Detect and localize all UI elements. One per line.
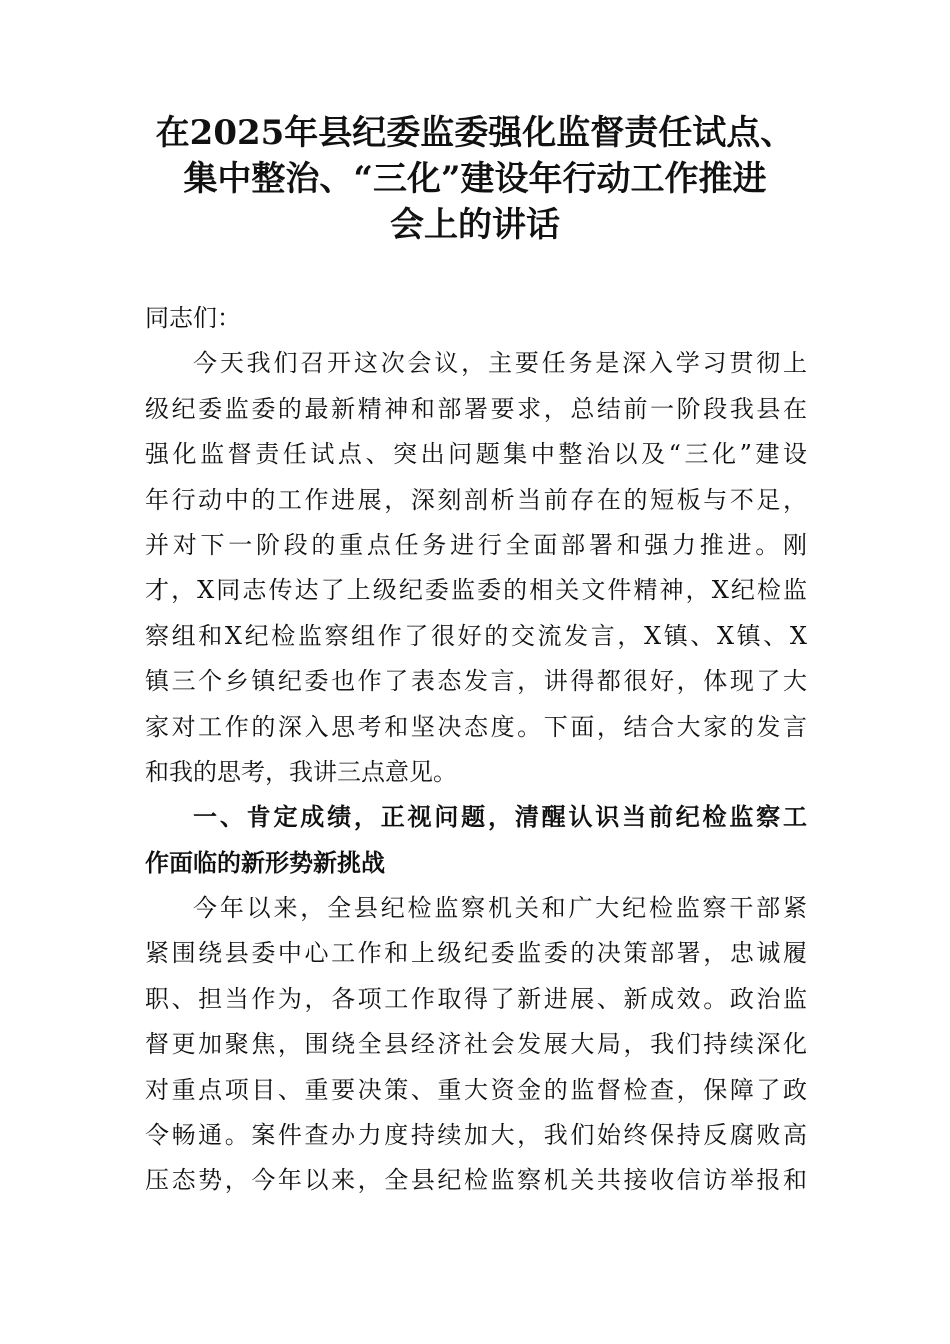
title-line-1: 在2025年县纪委监委强化监督责任试点、 — [155, 113, 795, 153]
paragraph-line: 对重点项目、重要决策、重大资金的监督检查，保障了政 — [145, 1075, 807, 1104]
paragraph-line: 察组和X纪检监察组作了很好的交流发言，X镇、X镇、X — [145, 621, 807, 650]
paragraph-line: 家对工作的深入思考和坚决态度。下面，结合大家的发言 — [145, 712, 807, 741]
paragraph-line: 镇三个乡镇纪委也作了表态发言，讲得都很好，体现了大 — [145, 667, 807, 696]
paragraph-line: 并对下一阶段的重点任务进行全面部署和强力推进。刚 — [145, 530, 807, 559]
section-heading-1 — [145, 795, 807, 886]
paragraph-line: 才，X同志传达了上级纪委监委的相关文件精神，X纪检监 — [145, 576, 807, 605]
paragraph-line: 今年以来，全县纪检监察机关和广大纪检监察干部紧 — [193, 894, 807, 923]
paragraph-line: 令畅通。案件查办力度持续加大，我们始终保持反腐败高 — [145, 1121, 807, 1150]
paragraph-line: 压态势，今年以来，全县纪检监察机关共接收信访举报和 — [145, 1166, 807, 1195]
heading-line: 作面临的新形势新挑战 — [145, 848, 385, 877]
paragraph-line: 紧围绕县委中心工作和上级纪委监委的决策部署，忠诚履 — [145, 939, 807, 968]
paragraph-line: 督更加聚焦，围绕全县经济社会发展大局，我们持续深化 — [145, 1030, 807, 1059]
document-title — [130, 110, 820, 248]
title-line-3: 会上的讲话 — [390, 205, 560, 245]
paragraph-line: 和我的思考，我讲三点意见。 — [145, 757, 457, 786]
paragraph-1 — [145, 341, 807, 795]
paragraph-line: 强化监督责任试点、突出问题集中整治以及“三化”建设 — [145, 440, 807, 469]
paragraph-line: 级纪委监委的最新精神和部署要求，总结前一阶段我县在 — [145, 394, 807, 423]
paragraph-line: 年行动中的工作进展，深刻剖析当前存在的短板与不足， — [145, 485, 807, 514]
title-line-2: 集中整治、“三化”建设年行动工作推进 — [183, 159, 767, 199]
paragraph-line: 今天我们召开这次会议，主要任务是深入学习贯彻上 — [193, 349, 807, 378]
heading-line: 一、肯定成绩，正视问题，清醒认识当前纪检监察工 — [193, 803, 807, 832]
salutation: 同志们： — [145, 304, 241, 332]
paragraph-line: 职、担当作为，各项工作取得了新进展、新成效。政治监 — [145, 984, 807, 1013]
paragraph-2 — [145, 886, 807, 1204]
document-body — [145, 296, 807, 1204]
